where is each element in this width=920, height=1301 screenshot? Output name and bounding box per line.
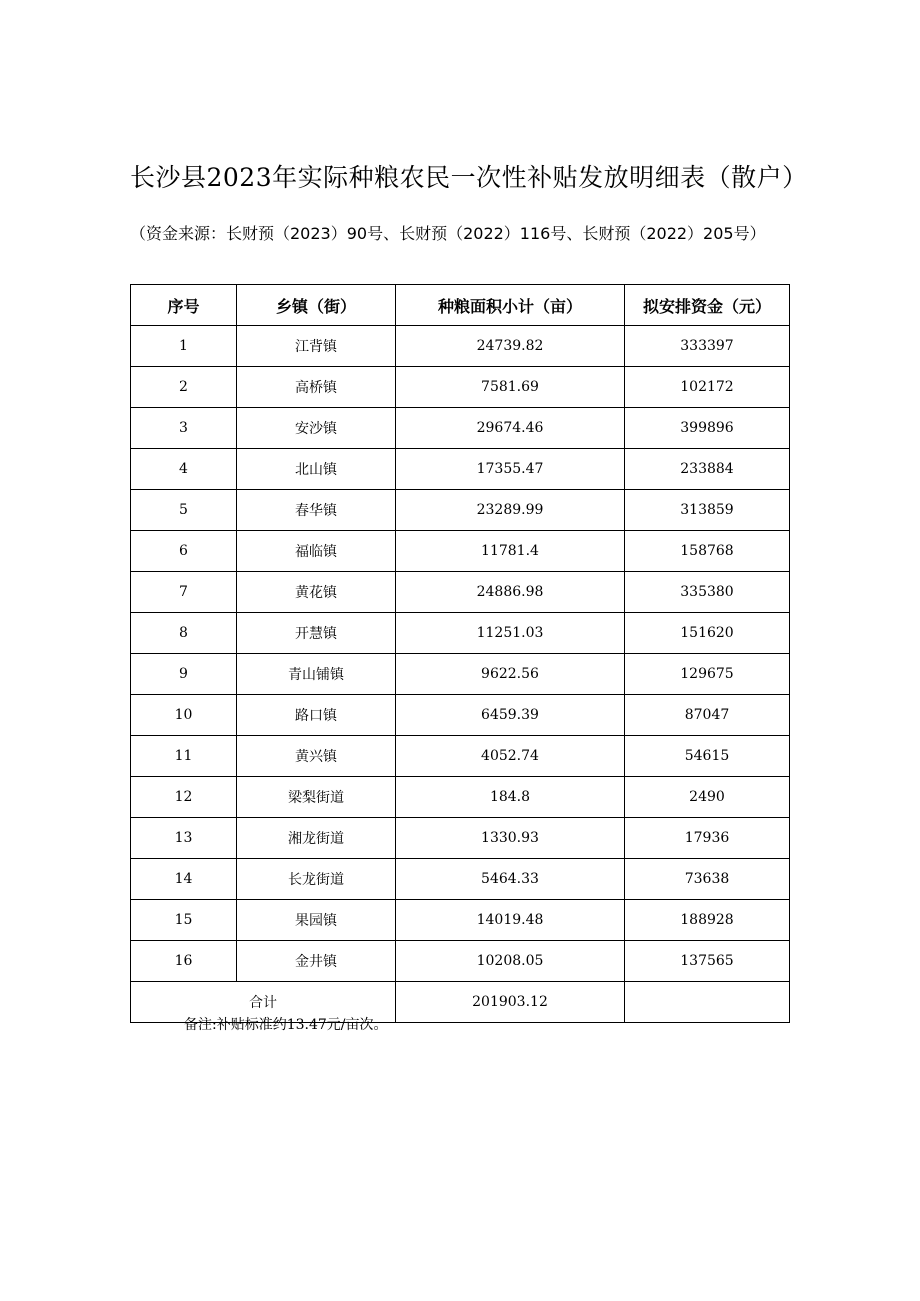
cell-amount: 2490 [625,777,790,818]
table-row [131,859,790,900]
cell-area: 24739.82 [396,326,625,367]
cell-amount: 17936 [625,818,790,859]
cell-amount: 399896 [625,408,790,449]
table-row [131,900,790,941]
cell-area: 6459.39 [396,695,625,736]
cell-area: 17355.47 [396,449,625,490]
cell-area: 7581.69 [396,367,625,408]
cell-area: 23289.99 [396,490,625,531]
cell-area: 10208.05 [396,941,625,982]
cell-town: 江背镇 [237,326,396,367]
cell-area: 24886.98 [396,572,625,613]
cell-area: 14019.48 [396,900,625,941]
cell-index: 14 [131,859,237,900]
cell-town: 开慧镇 [237,613,396,654]
cell-index: 15 [131,900,237,941]
cell-area: 5464.33 [396,859,625,900]
total-area: 201903.12 [396,982,625,1023]
table-row [131,326,790,367]
column-header-amount: 拟安排资金（元） [625,285,790,326]
cell-town: 金井镇 [237,941,396,982]
table-row [131,367,790,408]
cell-area: 4052.74 [396,736,625,777]
table-row [131,572,790,613]
column-header-town: 乡镇（街） [237,285,396,326]
cell-amount: 333397 [625,326,790,367]
cell-index: 3 [131,408,237,449]
table-row [131,490,790,531]
cell-amount: 188928 [625,900,790,941]
cell-town: 安沙镇 [237,408,396,449]
cell-index: 7 [131,572,237,613]
cell-town: 梁梨街道 [237,777,396,818]
cell-amount: 151620 [625,613,790,654]
table-row [131,654,790,695]
cell-town: 黄兴镇 [237,736,396,777]
cell-town: 果园镇 [237,900,396,941]
table-row [131,941,790,982]
cell-index: 4 [131,449,237,490]
cell-town: 湘龙街道 [237,818,396,859]
total-label: 合计 [131,982,396,1023]
cell-area: 29674.46 [396,408,625,449]
table-header-row [131,285,790,326]
cell-index: 1 [131,326,237,367]
cell-town: 春华镇 [237,490,396,531]
cell-amount: 313859 [625,490,790,531]
cell-index: 10 [131,695,237,736]
cell-index: 11 [131,736,237,777]
cell-amount: 73638 [625,859,790,900]
table-row [131,736,790,777]
cell-amount: 54615 [625,736,790,777]
cell-amount: 137565 [625,941,790,982]
table-row [131,531,790,572]
cell-town: 黄花镇 [237,572,396,613]
footnote: 备注:补贴标准约13.47元/亩次。 [184,1017,388,1033]
cell-area: 184.8 [396,777,625,818]
table-row [131,818,790,859]
cell-amount: 87047 [625,695,790,736]
cell-town: 路口镇 [237,695,396,736]
cell-index: 5 [131,490,237,531]
table-row [131,613,790,654]
cell-area: 9622.56 [396,654,625,695]
cell-area: 1330.93 [396,818,625,859]
column-header-index: 序号 [131,285,237,326]
subsidy-table [130,284,790,1023]
cell-index: 13 [131,818,237,859]
cell-index: 16 [131,941,237,982]
funding-source: （资金来源：长财预（2023）90号、长财预（2022）116号、长财预（2022）205号） [130,224,766,243]
cell-town: 福临镇 [237,531,396,572]
cell-amount: 233884 [625,449,790,490]
cell-index: 6 [131,531,237,572]
cell-index: 2 [131,367,237,408]
cell-amount: 158768 [625,531,790,572]
table-row [131,408,790,449]
table-body [131,326,790,982]
table-row [131,695,790,736]
table-row [131,449,790,490]
cell-index: 8 [131,613,237,654]
cell-town: 青山铺镇 [237,654,396,695]
total-amount [625,982,790,1023]
cell-area: 11251.03 [396,613,625,654]
cell-amount: 335380 [625,572,790,613]
cell-town: 高桥镇 [237,367,396,408]
cell-town: 北山镇 [237,449,396,490]
cell-area: 11781.4 [396,531,625,572]
cell-amount: 129675 [625,654,790,695]
cell-amount: 102172 [625,367,790,408]
cell-town: 长龙街道 [237,859,396,900]
table-row [131,777,790,818]
column-header-area: 种粮面积小计（亩） [396,285,625,326]
cell-index: 9 [131,654,237,695]
cell-index: 12 [131,777,237,818]
page-title: 长沙县2023年实际种粮农民一次性补贴发放明细表（散户） [130,163,808,192]
